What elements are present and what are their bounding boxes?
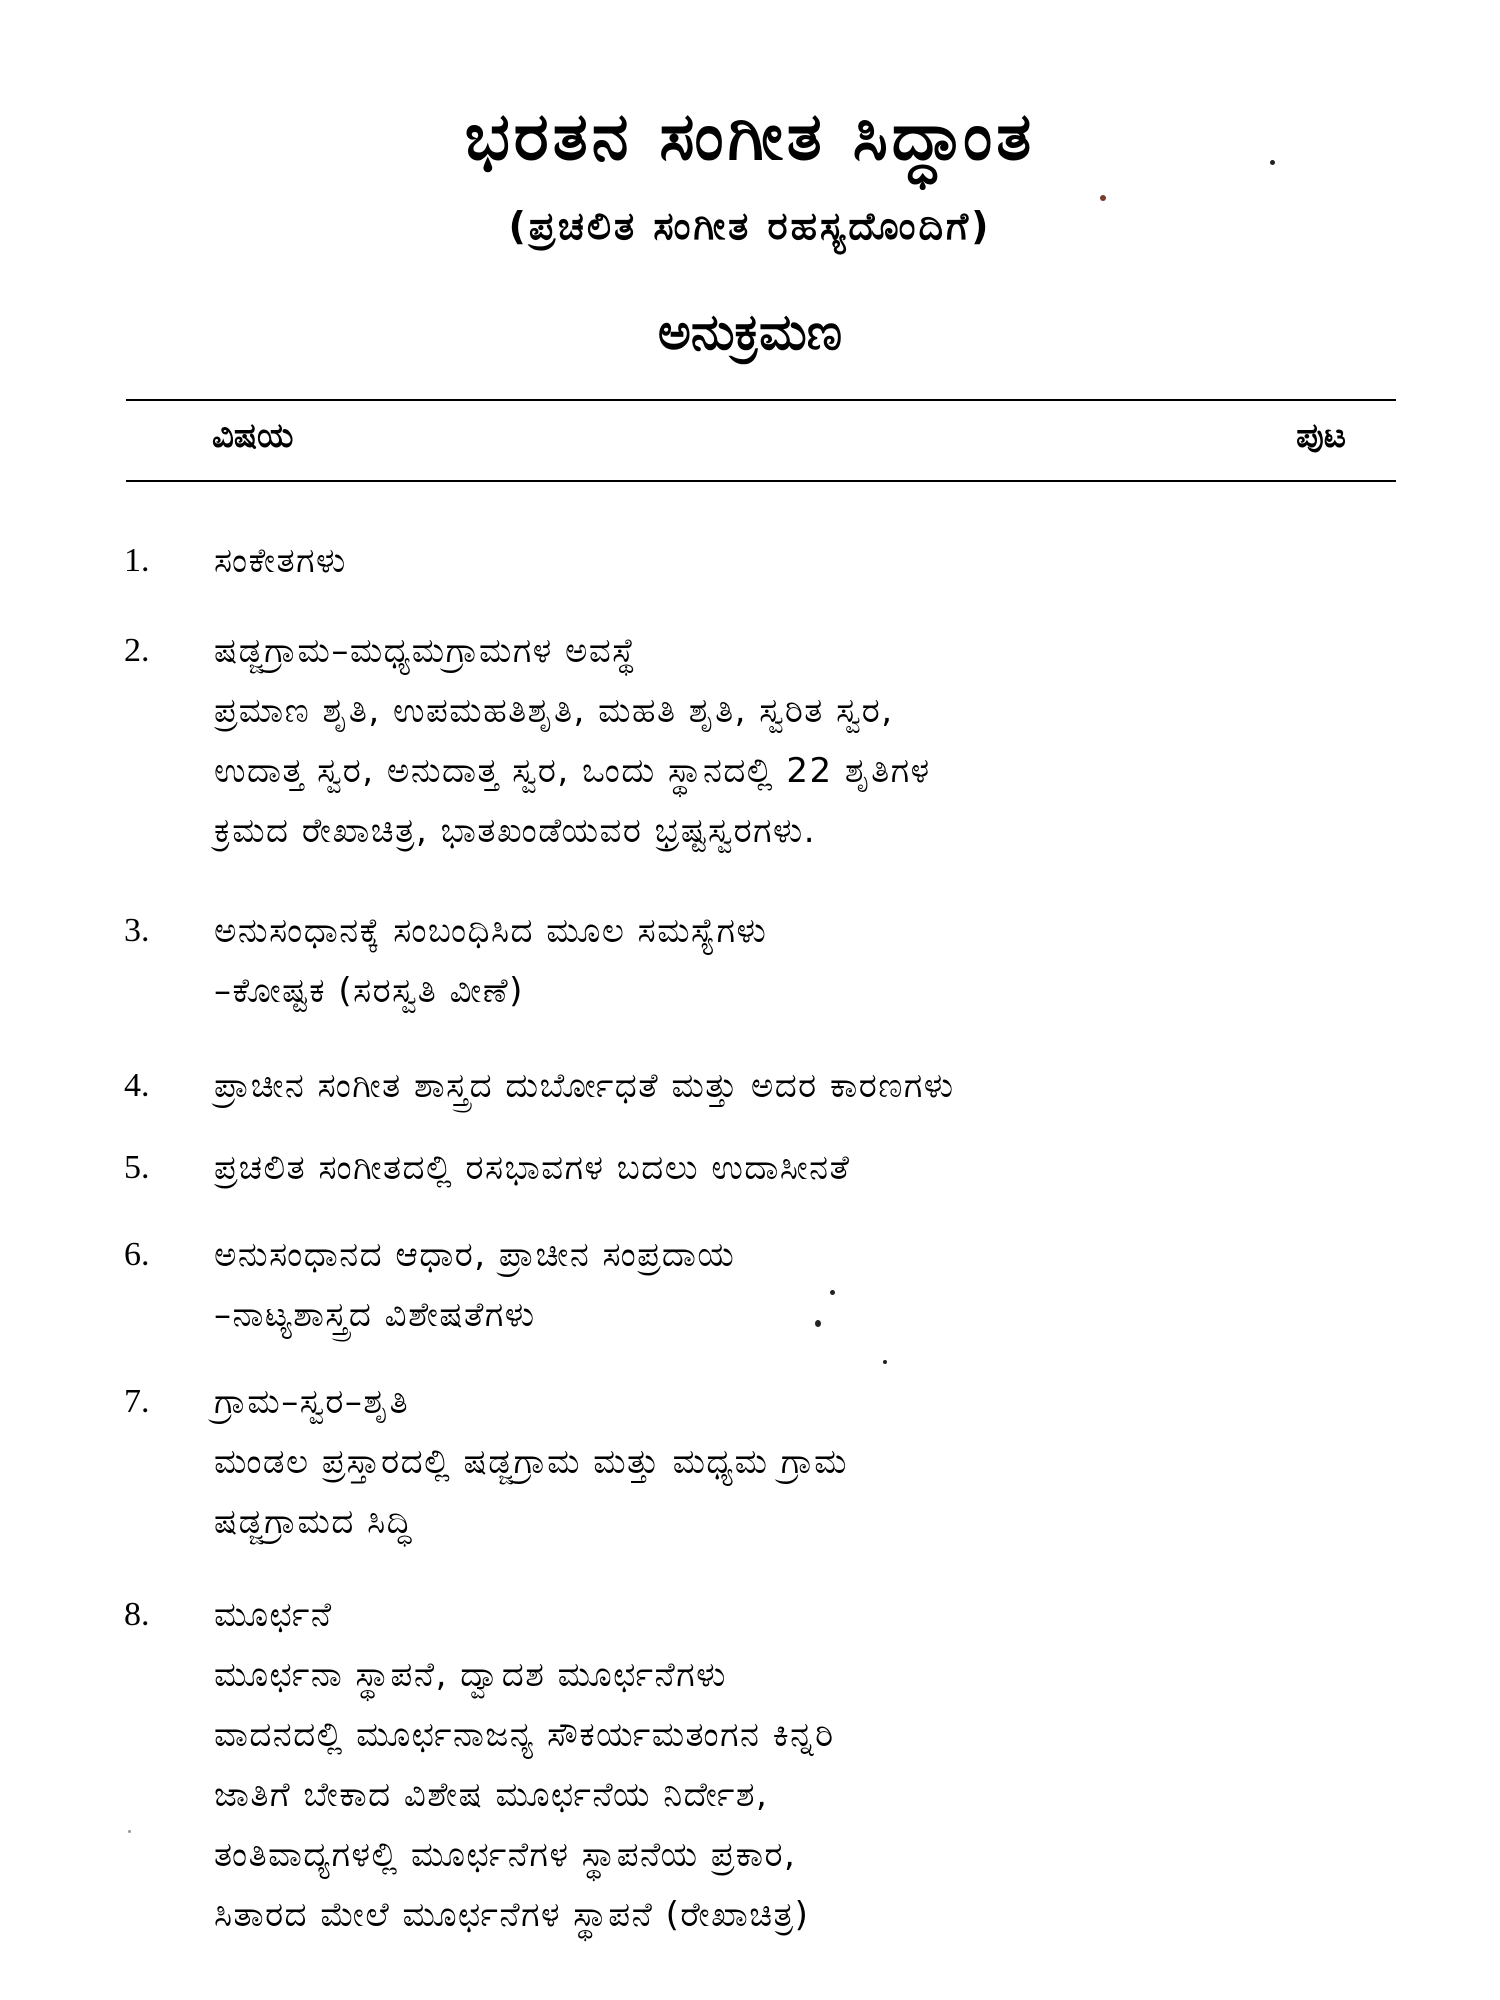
scan-speck (128, 1830, 131, 1833)
entry-line: ಅನುಸಂಧಾನಕ್ಕೆ ಸಂಬಂಧಿಸಿದ ಮೂಲ ಸಮಸ್ಯೆಗಳು (214, 911, 768, 951)
entry-text (214, 901, 1394, 1021)
entry-line: ಪ್ರಮಾಣ ಶೃತಿ, ಉಪಮಹತಿಶೃತಿ, ಮಹತಿ ಶೃತಿ, ಸ್ವರಿತ ಸ್ವರ, (214, 691, 894, 731)
column-header-subject: ವಿಷಯ (212, 416, 294, 456)
header-rule-bottom (126, 480, 1396, 482)
entry-text (214, 1372, 1394, 1552)
entry-line: –ನಾಟ್ಯಶಾಸ್ತ್ರದ ವಿಶೇಷತೆಗಳು (214, 1295, 536, 1335)
scan-speck (1270, 160, 1275, 165)
entry-text (214, 1225, 1394, 1345)
entry-text (214, 621, 1394, 861)
entry-line: ಪ್ರಚಲಿತ ಸಂಗೀತದಲ್ಲಿ ರಸಭಾವಗಳ ಬದಲು ಉದಾಸೀನತೆ (214, 1148, 851, 1188)
entry-number: 6. (124, 1236, 150, 1273)
entry-text (214, 531, 1394, 591)
entry-line: ಸಂಕೇತಗಳು (214, 541, 347, 581)
scan-speck (883, 1360, 887, 1364)
entry-line: ಉದಾತ್ತ ಸ್ವರ, ಅನುದಾತ್ತ ಸ್ವರ, ಒಂದು ಸ್ಥಾನದಲ್ಲಿ 22 ಶೃತಿಗಳ (214, 751, 931, 791)
scan-speck (830, 1290, 835, 1295)
entry-number: 7. (124, 1383, 150, 1420)
entry-text (214, 1056, 1394, 1116)
entry-number: 8. (124, 1596, 150, 1633)
contents-heading: ಅನುಕ್ರಮಣ (657, 303, 843, 361)
entry-number: 4. (124, 1067, 150, 1104)
entry-line: ಕ್ರಮದ ರೇಖಾಚಿತ್ರ, ಭಾತಖಂಡೆಯವರ ಭ್ರಷ್ಟಸ್ವರಗಳು. (214, 811, 817, 851)
entry-line: ಷಡ್ಜಗ್ರಾಮದ ಸಿದ್ಧಿ (214, 1502, 413, 1542)
entry-line: ಮಂಡಲ ಪ್ರಸ್ತಾರದಲ್ಲಿ ಷಡ್ಜಗ್ರಾಮ ಮತ್ತು ಮಧ್ಯಮ ಗ್ರಾಮ (214, 1442, 848, 1482)
entry-number: 3. (124, 912, 150, 949)
scan-speck (815, 1320, 821, 1327)
entry-line: ವಾದನದಲ್ಲಿ ಮೂರ್ಛನಾಜನ್ಯ ಸೌಕರ್ಯಮತಂಗನ ಕಿನ್ನರಿ (214, 1715, 835, 1755)
entry-text (214, 1585, 1394, 1945)
entry-number: 1. (124, 542, 150, 579)
entry-line: ಮೂರ್ಛನಾ ಸ್ಥಾಪನೆ, ದ್ವಾದಶ ಮೂರ್ಛನೆಗಳು (214, 1655, 727, 1695)
header-rule-top (126, 399, 1396, 401)
entry-line: ಸಿತಾರದ ಮೇಲೆ ಮೂರ್ಛನೆಗಳ ಸ್ಥಾಪನೆ (ರೇಖಾಚಿತ್ರ) (214, 1895, 810, 1935)
entry-line: ಮೂರ್ಛನೆ (214, 1595, 333, 1635)
entry-line: ಷಡ್ಜಗ್ರಾಮ–ಮಧ್ಯಮಗ್ರಾಮಗಳ ಅವಸ್ಥೆ (214, 631, 637, 671)
entry-text (214, 1138, 1394, 1198)
entry-line: ಪ್ರಾಚೀನ ಸಂಗೀತ ಶಾಸ್ತ್ರದ ದುರ್ಬೋಧತೆ ಮತ್ತು ಅದರ ಕಾರಣಗಳು (214, 1066, 955, 1106)
column-header-page: ಪುಟ (1296, 416, 1346, 456)
entry-number: 5. (124, 1149, 150, 1186)
book-subtitle: (ಪ್ರಚಲಿತ ಸಂಗೀತ ರಹಸ್ಯದೊಂದಿಗೆ) (508, 204, 992, 248)
entry-line: ಅನುಸಂಧಾನದ ಆಧಾರ, ಪ್ರಾಚೀನ ಸಂಪ್ರದಾಯ (214, 1235, 736, 1275)
book-title: ಭರತನ ಸಂಗೀತ ಸಿದ್ಧಾಂತ (464, 98, 1036, 175)
entry-line: –ಕೋಷ್ಟಕ (ಸರಸ್ವತಿ ವೀಣೆ) (214, 971, 524, 1011)
entry-line: ತಂತಿವಾದ್ಯಗಳಲ್ಲಿ ಮೂರ್ಛನೆಗಳ ಸ್ಥಾಪನೆಯ ಪ್ರಕಾರ, (214, 1835, 797, 1875)
entry-line: ಗ್ರಾಮ–ಸ್ವರ–ಶೃತಿ (214, 1382, 410, 1422)
scan-speck (1100, 195, 1106, 201)
entry-line: ಜಾತಿಗೆ ಬೇಕಾದ ವಿಶೇಷ ಮೂರ್ಛನೆಯ ನಿರ್ದೇಶ, (214, 1775, 769, 1815)
entry-number: 2. (124, 632, 150, 669)
